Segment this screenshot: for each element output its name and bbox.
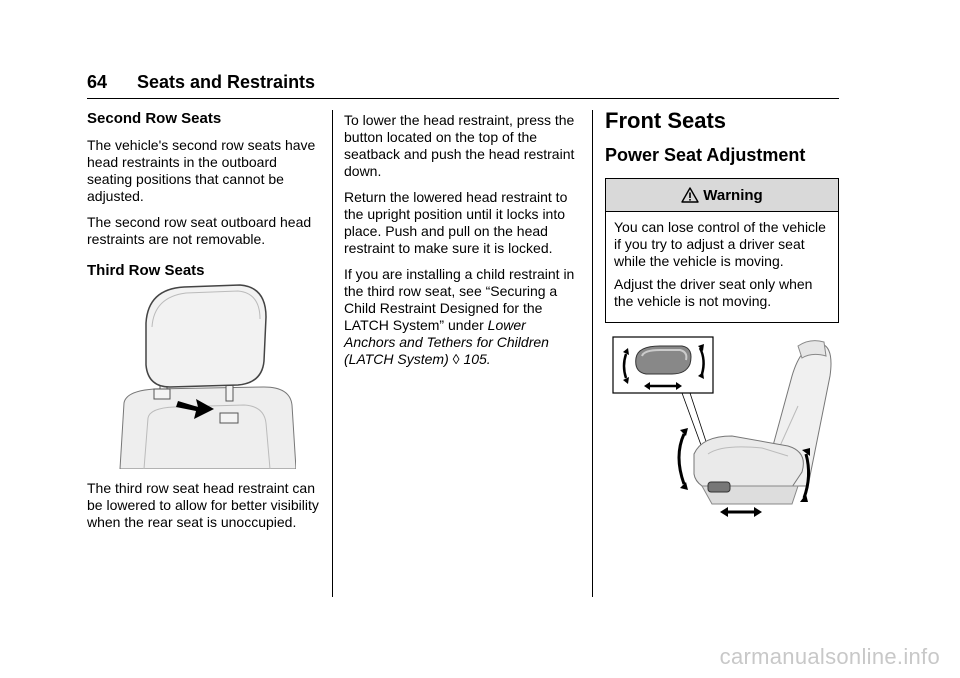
- column-divider: [592, 110, 593, 597]
- heading-power-seat-adjustment: Power Seat Adjustment: [605, 145, 806, 165]
- warning-header: [606, 179, 838, 212]
- watermark: carmanualsonline.info: [719, 644, 940, 669]
- heading-second-row-seats: Second Row Seats: [87, 110, 222, 127]
- paragraph-text: If you are installing a child restraint in the third row seat, see “Securing a Child Restraint Designed for the LATCH System” under: [344, 266, 575, 333]
- paragraph: The second row seat outboard head restraints are not removable.: [87, 214, 312, 247]
- page-reference[interactable]: 105.: [459, 351, 491, 367]
- column-divider: [332, 110, 333, 597]
- heading-third-row-seats: Third Row Seats: [87, 262, 205, 279]
- paragraph: The vehicle's second row seats have head restraints in the outboard seating positions that cannot be adjusted.: [87, 137, 316, 204]
- column-left-lower: [87, 480, 323, 540]
- warning-body: [606, 212, 838, 322]
- warning-box: [605, 178, 839, 323]
- column-right: [605, 108, 840, 323]
- paragraph: To lower the head restraint, press the button located on the top of the seatback and push the head restraint down.: [344, 112, 575, 179]
- warning-text: Adjust the driver seat only when the vehicle is not moving.: [614, 276, 813, 309]
- warning-label: Warning: [703, 186, 763, 204]
- paragraph: Return the lowered head restraint to the upright position until it locks into place. Push and pull on the head restraint to make sure it is locked.: [344, 189, 568, 256]
- paragraph: The third row seat head restraint can be lowered to allow for better visibility when the rear seat is unoccupied.: [87, 480, 319, 530]
- warning-text: You can lose control of the vehicle if you try to adjust a driver seat while the vehicle is moving.: [614, 219, 826, 269]
- column-left: [87, 110, 323, 289]
- section-title: Seats and Restraints: [137, 72, 316, 92]
- heading-front-seats: Front Seats: [605, 108, 727, 133]
- column-middle: [344, 112, 580, 377]
- head-restraint-illustration: [114, 283, 296, 469]
- page-reference-icon: ◊: [452, 351, 460, 367]
- paragraph: [344, 266, 580, 368]
- warning-triangle-icon: [681, 187, 699, 203]
- power-seat-illustration: [612, 336, 838, 520]
- cross-reference-link[interactable]: Lower Anchors and Tethers for Children (LATCH System): [344, 317, 549, 367]
- page-header: [87, 72, 839, 99]
- page-number: 64: [87, 72, 108, 92]
